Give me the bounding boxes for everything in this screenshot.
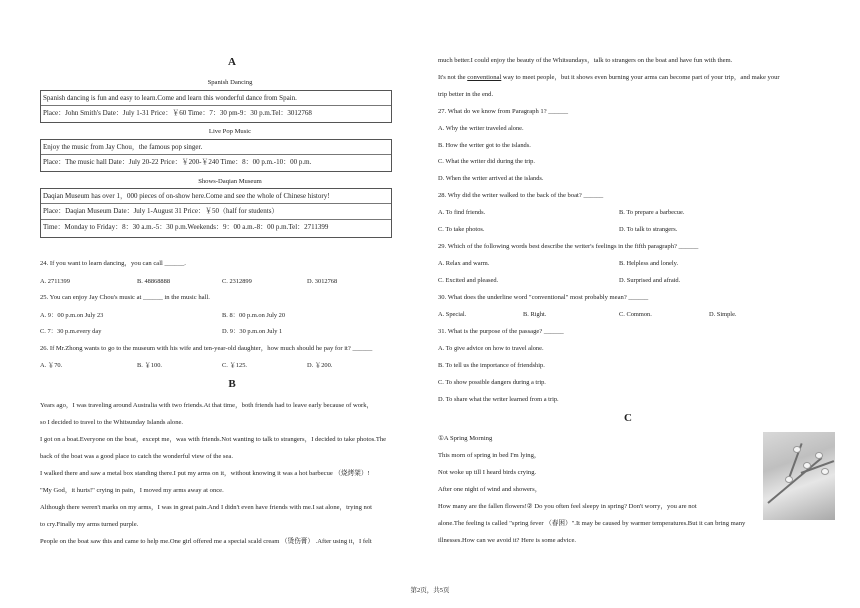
underlined-word-conventional: conventional bbox=[467, 74, 502, 81]
passage-b-line bbox=[438, 73, 780, 82]
passage-c-line: This morn of spring in bed I'm lying， bbox=[438, 452, 541, 459]
option-31-a[interactable]: A. To give advice on how to travel alone. bbox=[438, 345, 544, 352]
ad-title-spanish-dancing: Spanish Dancing bbox=[207, 79, 253, 86]
option-31-b[interactable]: B. To tell us the importance of friendship. bbox=[438, 362, 545, 369]
option-30-d[interactable]: D. Simple. bbox=[709, 311, 737, 318]
option-25-d[interactable]: D. 9：30 p.m.on July 1 bbox=[222, 328, 283, 335]
question-25: 25. You can enjoy Jay Chou's music at ______ in the music hall. bbox=[40, 294, 210, 301]
ad-divider bbox=[41, 203, 391, 204]
passage-b-text: way to meet people，but it shows even burning your arms can become part of your trip，and make your bbox=[501, 74, 780, 81]
ad-divider bbox=[41, 219, 391, 220]
option-28-d[interactable]: D. To talk to strangers. bbox=[619, 226, 678, 233]
option-29-c[interactable]: C. Excited and pleased. bbox=[438, 277, 499, 284]
passage-b-line: Years ago，I was traveling around Australia with two friends.At that time，both friends had to leave early because of work， bbox=[40, 402, 374, 409]
spring-blossom-image bbox=[763, 432, 835, 520]
ad-box-live-pop-music bbox=[40, 139, 392, 172]
question-31: 31. What is the purpose of the passage? ______ bbox=[438, 328, 564, 335]
section-c-heading: C bbox=[624, 412, 632, 424]
page-footer: 第2页，共5页 bbox=[410, 587, 450, 594]
passage-b-line: so I decided to travel to the Whitsunday Islands alone. bbox=[40, 419, 184, 426]
ad-line: Enjoy the music from Jay Chou，the famous pop singer. bbox=[43, 143, 203, 151]
ad-line: Place：The music hall Date：July 20-22 Price：￥200-￥240 Time：8：00 p.m.-10：00 p.m. bbox=[43, 158, 312, 166]
option-30-c[interactable]: C. Common. bbox=[619, 311, 652, 318]
option-27-b[interactable]: B. How the writer got to the islands. bbox=[438, 142, 531, 149]
passage-c-line: Not woke up till I heard birds crying. bbox=[438, 469, 537, 476]
blossom-shape bbox=[793, 446, 801, 453]
option-26-d[interactable]: D. ￥200. bbox=[307, 362, 333, 369]
option-29-d[interactable]: D. Surprised and afraid. bbox=[619, 277, 681, 284]
ad-divider bbox=[41, 154, 391, 155]
passage-b-line: back of the boat was a good place to catch the wonderful view of the sea. bbox=[40, 453, 233, 460]
question-28: 28. Why did the writer walked to the back of the boat? ______ bbox=[438, 192, 604, 199]
ad-box-spanish-dancing bbox=[40, 90, 392, 123]
ad-line: Place：Daqian Museum Date：July 1-August 31 Price：￥50（half for students） bbox=[43, 207, 279, 215]
option-24-d[interactable]: D. 3012768 bbox=[307, 278, 338, 285]
passage-c-line: ①A Spring Morning bbox=[438, 435, 493, 442]
question-24: 24. If you want to learn dancing，you can call ______. bbox=[40, 260, 186, 267]
option-29-b[interactable]: B. Helpless and lonely. bbox=[619, 260, 679, 267]
question-27: 27. What do we know from Paragraph 1? ______ bbox=[438, 108, 569, 115]
option-27-d[interactable]: D. When the writer arrived at the islands. bbox=[438, 175, 544, 182]
option-29-a[interactable]: A. Relax and warm. bbox=[438, 260, 490, 267]
ad-line: Daqian Museum has over 1，000 pieces of on-show here.Come and see the whole of Chinese history! bbox=[43, 192, 330, 200]
option-24-b[interactable]: B. 48868888 bbox=[137, 278, 171, 285]
ad-divider bbox=[41, 105, 391, 106]
option-27-a[interactable]: A. Why the writer traveled alone. bbox=[438, 125, 524, 132]
passage-b-text: It's not the bbox=[438, 74, 468, 81]
blossom-shape bbox=[821, 468, 829, 475]
ad-line: Spanish dancing is fun and easy to learn.Come and learn this wonderful dance from Spain. bbox=[43, 94, 297, 102]
option-26-b[interactable]: B. ￥100. bbox=[137, 362, 163, 369]
option-28-a[interactable]: A. To find friends. bbox=[438, 209, 486, 216]
question-30: 30. What does the underline word "conventional" most probably mean? ______ bbox=[438, 294, 649, 301]
passage-b-line: to cry.Finally my arms turned purple. bbox=[40, 521, 139, 528]
blossom-shape bbox=[785, 476, 793, 483]
question-29: 29. Which of the following words best describe the writer's feelings in the fifth paragraph? ______ bbox=[438, 243, 699, 250]
section-b-heading: B bbox=[228, 378, 236, 390]
option-24-c[interactable]: C. 2312899 bbox=[222, 278, 252, 285]
option-30-a[interactable]: A. Special. bbox=[438, 311, 467, 318]
question-26: 26. If Mr.Zhong wants to go to the museum with his wife and ten-year-old daughter，how much should he pay for it? ______ bbox=[40, 345, 373, 352]
passage-c-line: After one night of wind and showers， bbox=[438, 486, 542, 493]
ad-box-daqian-museum bbox=[40, 188, 392, 238]
option-28-b[interactable]: B. To prepare a barbecue. bbox=[619, 209, 685, 216]
option-26-c[interactable]: C. ￥125. bbox=[222, 362, 248, 369]
passage-c-line: How many are the fallen flowers!② Do you often feel sleepy in spring? Don't worry，you are not bbox=[438, 503, 697, 510]
passage-c-line: alone.The feeling is called "spring fever （春困）".It may be caused by warmer temperatures.But it can bring many bbox=[438, 520, 746, 527]
passage-b-line: People on the boat saw this and came to help me.One girl offered me a special scald cream （烫伤膏） .After using it，I felt bbox=[40, 538, 372, 545]
option-27-c[interactable]: C. What the writer did during the trip. bbox=[438, 158, 535, 165]
ad-line: Place：John Smith's Date：July 1-31 Price：￥60 Time：7：30 pm-9：30 p.m.Tel：3012768 bbox=[43, 109, 312, 117]
passage-b-line: I walked there and saw a metal box standing there.I put my arms on it，without knowing it was a hot barbecue （烧烤架）! bbox=[40, 470, 370, 477]
passage-c-line: illnesses.How can we avoid it? Here is some advice. bbox=[438, 537, 577, 544]
passage-b-line: I got on a boat.Everyone on the boat，except me，was with friends.Not wanting to talk to strangers，I decided to take photos.The bbox=[40, 436, 387, 443]
blossom-shape bbox=[803, 462, 811, 469]
passage-b-line: Although there weren't marks on my arms，I was in great pain.And I didn't even have friends with me.I sat alone，trying not bbox=[40, 504, 372, 511]
ad-title-daqian-museum: Shows-Daqian Museum bbox=[198, 178, 262, 185]
option-26-a[interactable]: A. ￥70. bbox=[40, 362, 63, 369]
option-25-a[interactable]: A. 9：00 p.m.on July 23 bbox=[40, 312, 104, 319]
option-24-a[interactable]: A. 2711399 bbox=[40, 278, 70, 285]
option-31-c[interactable]: C. To show possible dangers during a trip. bbox=[438, 379, 546, 386]
blossom-shape bbox=[815, 452, 823, 459]
option-31-d[interactable]: D. To share what the writer learned from a trip. bbox=[438, 396, 559, 403]
option-25-b[interactable]: B. 8：00 p.m.on July 20 bbox=[222, 312, 286, 319]
section-a-heading: A bbox=[228, 56, 236, 68]
option-30-b[interactable]: B. Right. bbox=[523, 311, 547, 318]
passage-b-line: trip better in the end. bbox=[438, 91, 494, 98]
ad-line: Time：Monday to Friday：8：30 a.m.-5：30 p.m.Weekends：9：00 a.m.-8：00 p.m.Tel：2711399 bbox=[43, 223, 329, 231]
option-28-c[interactable]: C. To take photos. bbox=[438, 226, 485, 233]
ad-title-live-pop-music: Live Pop Music bbox=[208, 128, 252, 135]
passage-b-line: "My God，it hurts!" crying in pain，I moved my arms away at once. bbox=[40, 487, 224, 494]
passage-b-line: much better.I could enjoy the beauty of the Whitsundays，talk to strangers on the boat and have fun with them. bbox=[438, 57, 733, 64]
option-25-c[interactable]: C. 7：30 p.m.every day bbox=[40, 328, 102, 335]
